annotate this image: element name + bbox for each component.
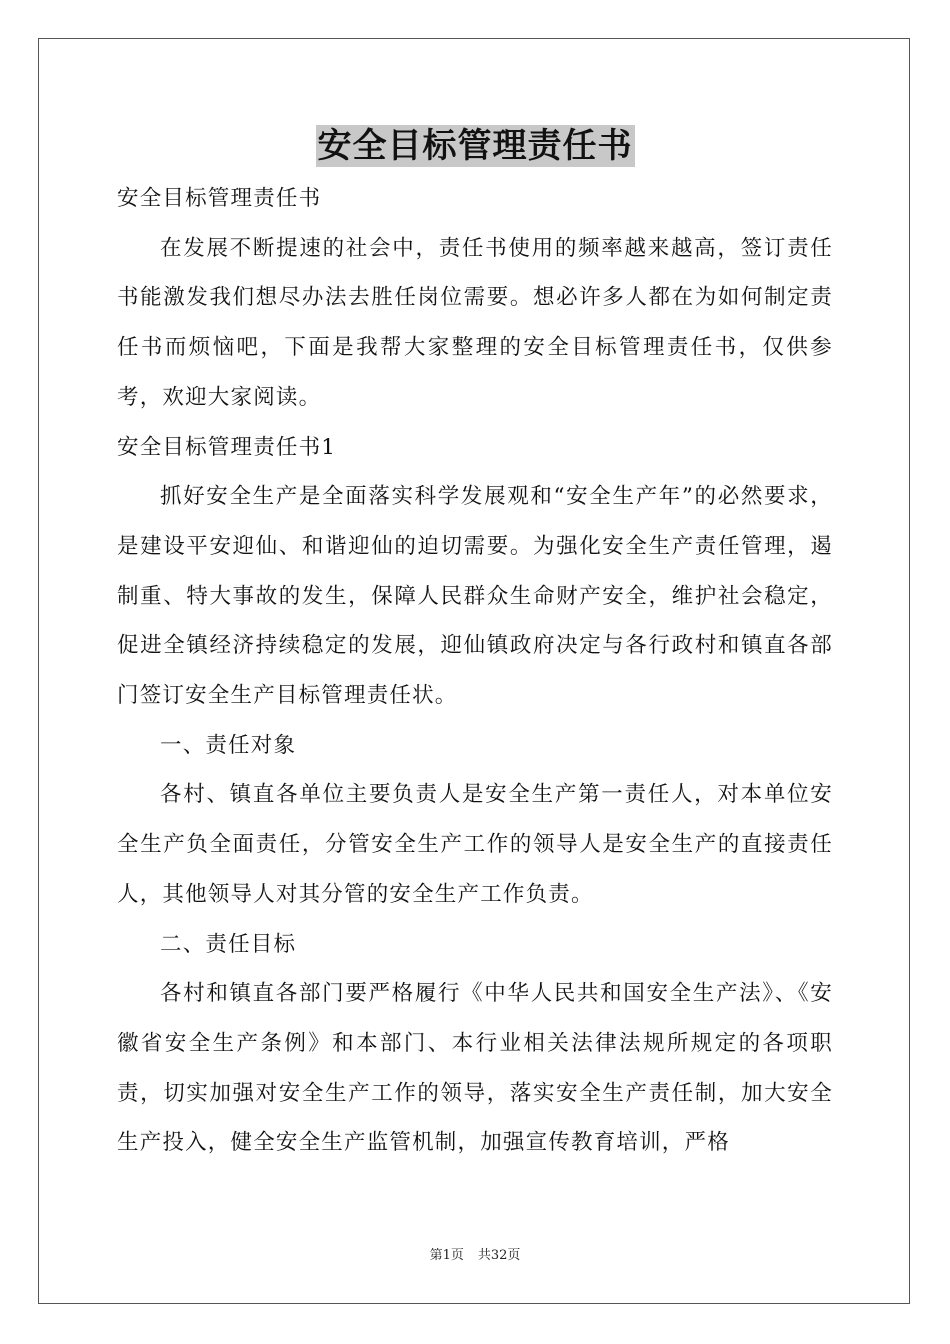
subtitle-line: 安全目标管理责任书 [117, 186, 322, 211]
page-number: 第1页 [429, 1248, 464, 1263]
document-body [117, 174, 833, 1168]
page-footer [0, 1247, 950, 1265]
document-title: 安全目标管理责任书 [317, 126, 633, 166]
body-paragraph: 抓好安全生产是全面落实科学发展观和“安全生产年”的必然要求，是建设平安迎仙、和谐迎仙的迫切需要。为强化安全生产责任管理，遏制重、特大事故的发生，保障人民群众生命财产安全，维护社会稳定，促进全镇经济持续稳定的发展，迎仙镇政府决定与各行政村和镇直各部门签订安全生产目标管理责任状。 [117, 484, 833, 709]
title-container [0, 125, 950, 167]
body-paragraph: 各村和镇直各部门要严格履行《中华人民共和国安全生产法》、《安徽省安全生产条例》和本部门、本行业相关法律法规所规定的各项职责，切实加强对安全生产工作的领导，落实安全生产责任制，加大安全生产投入，健全安全生产监管机制，加强宣传教育培训，严格 [117, 981, 833, 1156]
section-heading-responsibility-object: 一、责任对象 [160, 732, 297, 758]
section-heading-1: 安全目标管理责任书1 [117, 434, 337, 460]
page-total: 共32页 [477, 1248, 521, 1263]
section-heading-responsibility-target: 二、责任目标 [160, 931, 297, 957]
intro-paragraph: 在发展不断提速的社会中，责任书使用的频率越来越高，签订责任书能激发我们想尽办法去胜任岗位需要。想必许多人都在为如何制定责任书而烦恼吧，下面是我帮大家整理的安全目标管理责任书，仅供参考，欢迎大家阅读。 [117, 235, 833, 410]
body-paragraph: 各村、镇直各单位主要负责人是安全生产第一责任人，对本单位安全生产负全面责任，分管安全生产工作的领导人是安全生产的直接责任人，其他领导人对其分管的安全生产工作负责。 [117, 782, 833, 907]
